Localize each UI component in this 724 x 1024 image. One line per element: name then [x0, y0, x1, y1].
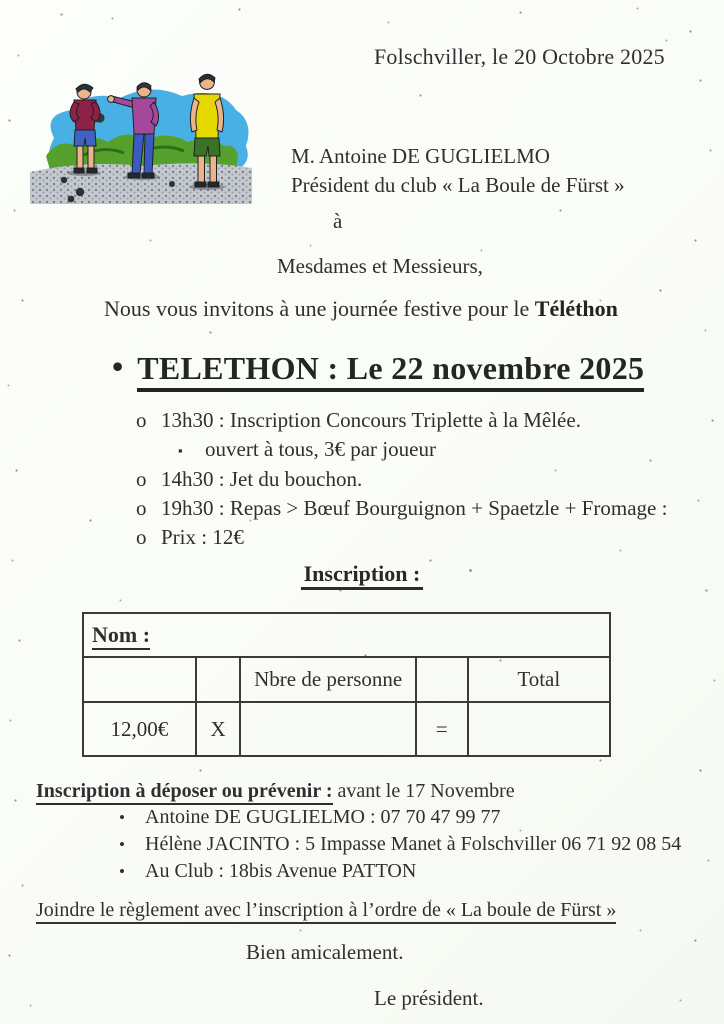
program-item: o 19h30 : Repas > Bœuf Bourguignon + Spaetzle + Fromage :	[136, 494, 667, 523]
deposit-suffix: avant le 17 Novembre	[332, 780, 515, 802]
program-item: o Prix : 12€	[136, 523, 667, 552]
nbre-input-cell	[240, 702, 415, 756]
event-headline	[112, 348, 644, 387]
dot-bullet-icon: •	[119, 862, 125, 881]
program-list	[136, 406, 667, 552]
inscription-table	[82, 612, 611, 757]
recipient-name: M. Antoine DE GUGLIELMO	[291, 144, 550, 168]
recipient-block	[291, 142, 625, 200]
preposition-a: à	[333, 209, 343, 233]
payment-note: Joindre le règlement avec l’inscription à l’ordre de « La boule de Fürst »	[36, 899, 616, 922]
circle-bullet-icon: o	[136, 525, 147, 549]
intro-text: Nous vous invitons à une journée festive pour le	[104, 296, 535, 321]
inscription-heading: Inscription :	[0, 561, 724, 587]
program-subitem: ▪ ouvert à tous, 3€ par joueur	[136, 435, 667, 465]
dot-bullet-icon: •	[119, 835, 125, 854]
empty-cell	[196, 657, 241, 702]
dot-bullet-icon: •	[119, 808, 125, 827]
circle-bullet-icon: o	[136, 467, 147, 491]
contact-item: • Au Club : 18bis Avenue PATTON	[119, 858, 681, 885]
total-header-cell: Total	[468, 657, 610, 702]
deposit-heading	[36, 780, 515, 803]
square-bullet-icon: ▪	[178, 443, 183, 458]
headline-bullet-icon: •	[112, 348, 124, 384]
headline-text: TELETHON : Le 22 novembre 2025	[137, 350, 644, 392]
equals-cell: =	[416, 702, 468, 756]
nbre-header-cell: Nbre de personne	[240, 657, 415, 702]
intro-line	[104, 296, 618, 322]
contact-list	[119, 804, 681, 885]
total-input-cell	[468, 702, 610, 756]
circle-bullet-icon: o	[136, 496, 147, 520]
contact-item: • Antoine DE GUGLIELMO : 07 70 47 99 77	[119, 804, 681, 831]
recipient-title: Président du club « La Boule de Fürst »	[291, 173, 625, 197]
program-item: o 13h30 : Inscription Concours Triplette à la Mêlée.	[136, 406, 667, 435]
empty-cell	[83, 657, 196, 702]
signature-line: Le président.	[374, 986, 484, 1010]
multiply-cell: X	[196, 702, 241, 756]
date-line: Folschviller, le 20 Octobre 2025	[374, 44, 665, 69]
price-cell: 12,00€	[83, 702, 196, 756]
salutation: Mesdames et Messieurs,	[277, 254, 483, 278]
program-item: o 14h30 : Jet du bouchon.	[136, 465, 667, 494]
deposit-label-bold: Inscription à déposer ou prévenir :	[36, 780, 333, 805]
contact-item: • Hélène JACINTO : 5 Impasse Manet à Folschviller 06 71 92 08 54	[119, 831, 681, 858]
empty-cell	[416, 657, 468, 702]
intro-bold-word: Téléthon	[534, 296, 618, 321]
name-label-cell: Nom :	[83, 613, 610, 657]
petanque-players-image	[24, 56, 258, 206]
scan-noise-speckles	[0, 0, 1, 1]
closing-line: Bien amicalement.	[246, 940, 404, 964]
circle-bullet-icon: o	[136, 408, 147, 432]
